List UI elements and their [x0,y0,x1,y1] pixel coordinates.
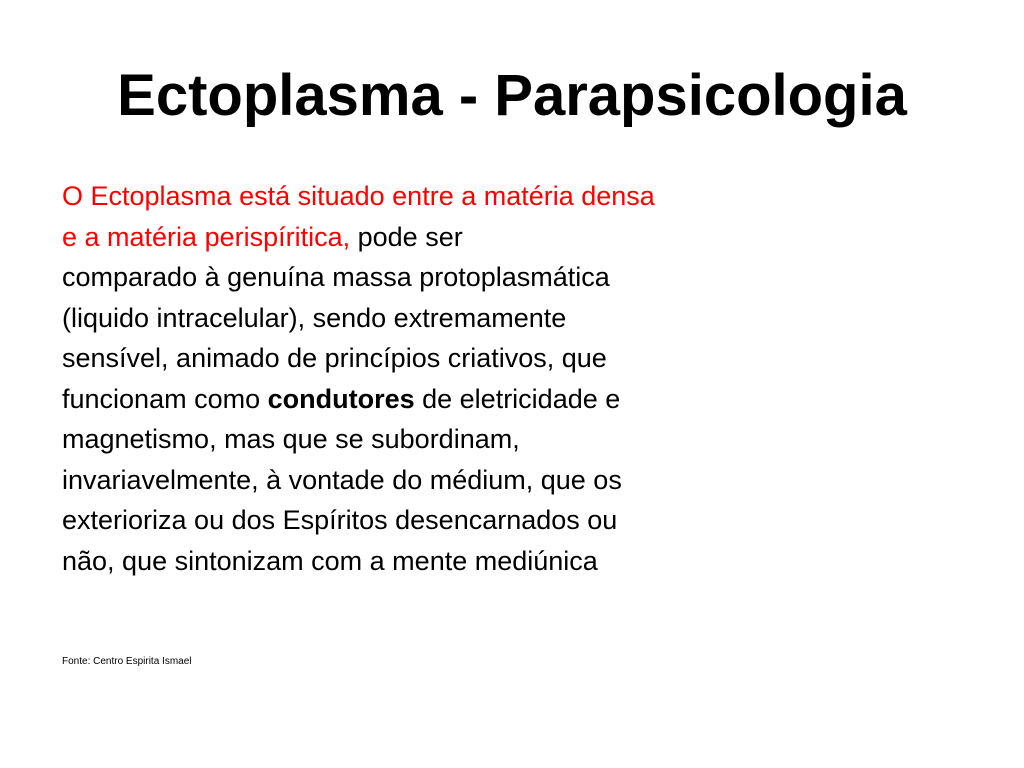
body-line-5: sensível, animado de princípios criativos, que [62,343,607,373]
slide-body-text [62,176,842,581]
body-line-4: (liquido intracelular), sendo extremamente [62,302,567,333]
body-line-10: não, que sintonizam com a mente mediúnica [62,545,598,576]
body-line-3: comparado à genuína massa protoplasmática [62,262,610,292]
body-text-segment: de eletricidade e [414,383,621,414]
highlighted-text: O Ectoplasma está situado entre a matéria densa [62,181,655,211]
body-line-2 [62,217,842,258]
body-text-segment: pode ser [350,221,463,252]
body-line-1 [62,176,842,217]
source-citation: Fonte: Centro Espirita Ismael [62,656,192,667]
body-line-7: magnetismo, mas que se subordinam, [62,424,520,454]
slide-title: Ectoplasma - Parapsicologia [117,63,907,128]
highlighted-text: e a matéria perispíritica, [62,221,351,252]
bold-keyword: condutores [267,383,415,414]
body-line-9: exterioriza ou dos Espíritos desencarnados ou [62,505,618,535]
body-line-8: invariavelmente, à vontade do médium, que os [62,464,622,495]
body-line-6 [62,379,842,420]
body-text-segment: funcionam como [62,383,268,414]
